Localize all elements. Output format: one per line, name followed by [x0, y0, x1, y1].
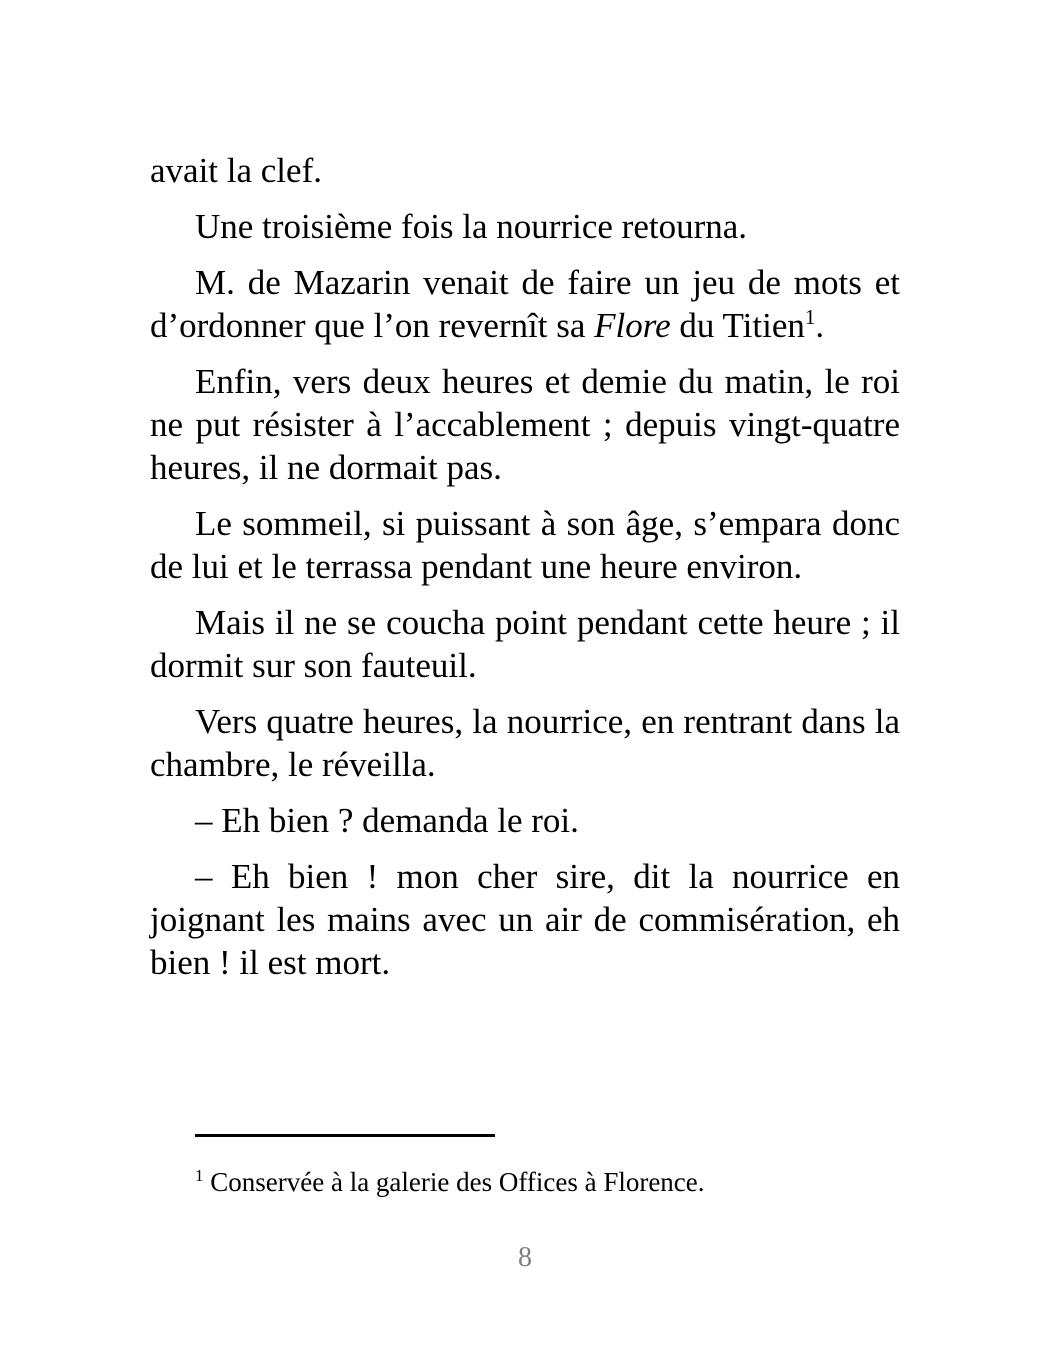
- paragraph-continuation: avait la clef.: [150, 151, 322, 190]
- dialogue-line: – Eh bien ? demanda le roi.: [195, 801, 579, 840]
- footnote-reference[interactable]: 1: [804, 305, 816, 329]
- paragraph: Mais il ne se coucha point pendant cette heure ; il dormit sur son fauteuil.: [150, 603, 900, 685]
- footnote: [195, 1164, 895, 1200]
- dialogue-line: – Eh bien ! mon cher sire, dit la nourrice en joignant les mains avec un air de commisération, eh bien ! il est mort.: [150, 857, 900, 982]
- paragraph-text: du Titien: [670, 306, 805, 345]
- footnote-text: Conservée à la galerie des Offices à Florence.: [203, 1167, 705, 1197]
- page-number: 8: [518, 1242, 532, 1273]
- paragraph-end: .: [815, 306, 825, 345]
- footnote-separator: [195, 1134, 495, 1137]
- paragraph: Enfin, vers deux heures et demie du matin, le roi ne put résister à l’accablement ; depuis vingt-quatre heures, il ne dormait pas.: [150, 362, 900, 487]
- paragraph-with-footnote: [150, 261, 900, 347]
- paragraph: Une troisième fois la nourrice retourna.: [195, 207, 748, 246]
- paragraph-text: M. de Mazarin venait de faire un jeu de mots et d’ordonner que l’on revernît sa: [150, 263, 900, 345]
- paragraph: Vers quatre heures, la nourrice, en rentrant dans la chambre, le réveilla.: [150, 702, 900, 784]
- footnote-marker: 1: [195, 1166, 204, 1185]
- italic-title: Flore: [594, 306, 671, 345]
- paragraph: Le sommeil, si puissant à son âge, s’empara donc de lui et le terrassa pendant une heure environ.: [150, 504, 900, 586]
- body-text: [150, 149, 900, 997]
